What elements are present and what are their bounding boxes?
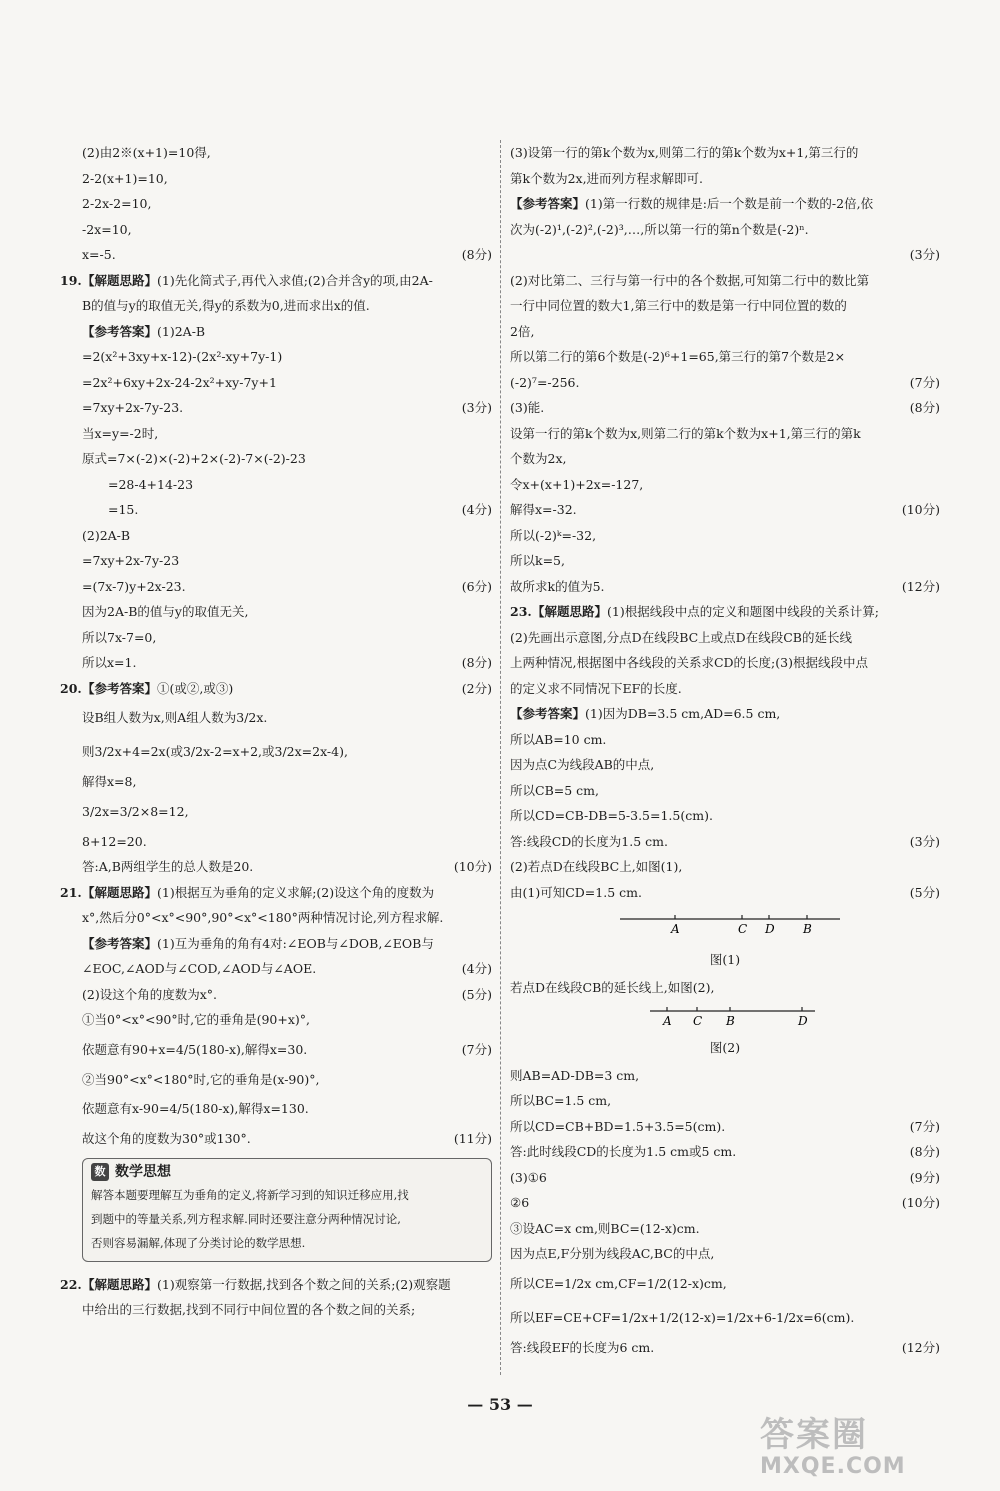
point-label: B — [726, 1013, 735, 1028]
line-text: 的定义求不同情况下EF的长度. — [510, 680, 682, 696]
figure-1-caption: 图(1) — [709, 952, 741, 967]
left-tail-lines — [60, 1272, 492, 1323]
line-text: 所以EF=CE+CF=1/2x+1/2(12-x)=1/2x+6-1/2x=6(cm). — [510, 1309, 855, 1325]
solution-line — [510, 370, 940, 396]
solution-line — [510, 1114, 940, 1140]
solution-line — [60, 905, 492, 931]
solution-line — [510, 1165, 940, 1191]
watermark-logo: 答案圈 — [760, 1415, 868, 1455]
score-label: (8分) — [909, 400, 940, 415]
line-text: (1)第一行数的规律是:后一个数是前一个数的-2倍,依 — [585, 196, 874, 211]
line-text: 依题意有x-90=4/5(180-x),解得x=130. — [82, 1101, 309, 1116]
score-label: (10分) — [901, 502, 940, 517]
solution-line — [60, 880, 492, 906]
line-text: (2)若点D在线段BC上,如图(1), — [510, 859, 683, 874]
score-label: (9分) — [909, 1169, 940, 1185]
line-text: 依题意有90+x=4/5(180-x),解得x=30. — [82, 1041, 308, 1057]
line-text: =2(x²+3xy+x-12)-(2x²-xy+7y-1) — [82, 349, 283, 364]
solution-line — [510, 574, 940, 600]
point-label: A — [663, 1013, 672, 1028]
math-thinking-line: 到题中的等量关系,列方程求解.同时还要注意分两种情况讨论, — [91, 1211, 401, 1226]
line-text: 上两种情况,根据图中各线段的关系求CD的长度;(3)根据线段中点 — [510, 655, 868, 670]
section-tag: 【参考答案】 — [82, 323, 158, 339]
figure-2-diagram — [510, 1001, 940, 1041]
score-label: (3分) — [461, 400, 492, 415]
figure-1-diagram — [510, 905, 940, 953]
solution-line — [60, 1067, 492, 1093]
line-text: 答:A,B两组学生的总人数是20. — [82, 859, 254, 874]
line-text: B的值与y的取值无关,得y的系数为0,进而求出x的值. — [82, 298, 370, 313]
question-number: 20. — [60, 680, 82, 696]
solution-line — [510, 421, 940, 447]
section-tag: 【参考答案】 — [510, 196, 586, 211]
line-text: 3/2x=3/2×8=12, — [82, 803, 189, 819]
solution-line — [510, 497, 940, 523]
line-text: 若点D在线段CB的延长线上,如图(2), — [510, 980, 715, 995]
point-label: D — [765, 922, 775, 936]
score-label: (7分) — [461, 1041, 492, 1057]
score-label: (7分) — [909, 374, 940, 390]
column-divider — [500, 140, 501, 1375]
solution-line — [510, 242, 940, 268]
solution-line — [510, 1190, 940, 1216]
line-text: (3)设第一行的第k个数为x,则第二行的第k个数为x+1,第三行的 — [510, 145, 859, 160]
section-tag: 【解题思路】 — [532, 604, 608, 619]
math-thinking-line: 解答本题要理解互为垂角的定义,将新学习到的知识迁移应用,找 — [91, 1187, 409, 1202]
line-text: 则AB=AD-DB=3 cm, — [510, 1067, 640, 1083]
line-text: 所以CD=CB-DB=5-3.5=1.5(cm). — [510, 808, 713, 823]
solution-line — [510, 293, 940, 319]
line-text: (2)先画出示意图,分点D在线段BC上或点D在线段CB的延长线 — [510, 629, 852, 645]
solution-line — [60, 548, 492, 574]
line-text: 一行中同位置的数大1,第三行中的数是第一行中同位置的数的 — [510, 298, 847, 313]
line-text: 所以7x-7=0, — [82, 629, 157, 645]
line-text: 所以k=5, — [510, 553, 565, 568]
line-text: 个数为2x, — [510, 451, 567, 466]
question-number: 22. — [60, 1276, 82, 1292]
score-label: (4分) — [461, 502, 492, 517]
line-text: 故这个角的度数为30°或130°. — [82, 1131, 251, 1146]
question-number: 19. — [60, 272, 82, 288]
watermark — [760, 1415, 970, 1485]
line-text: =15. — [108, 502, 139, 517]
solution-line — [60, 625, 492, 651]
section-tag: 【参考答案】 — [510, 706, 586, 721]
score-label: (10分) — [901, 1195, 940, 1210]
line-text: (1)互为垂角的角有4对:∠EOB与∠DOB,∠EOB与 — [157, 935, 434, 951]
question-number: 23. — [510, 604, 532, 619]
line-text: =7xy+2x-7y-23 — [82, 553, 180, 568]
solution-line — [510, 752, 940, 778]
line-text: 中给出的三行数据,找到不同行中间位置的各个数之间的关系; — [82, 1302, 416, 1317]
line-text: 所以BC=1.5 cm, — [510, 1093, 612, 1108]
solution-line — [60, 1297, 492, 1323]
solution-line — [510, 472, 940, 498]
line-text: 解得x=-32. — [510, 502, 577, 517]
solution-line — [510, 1139, 940, 1165]
page-number: — 53 — — [467, 1395, 533, 1414]
solution-line — [60, 956, 492, 982]
line-text: ∠EOC,∠AOD与∠COD,∠AOD与∠AOE. — [82, 961, 317, 976]
solution-line — [510, 1241, 940, 1267]
line-text: 所以x=1. — [82, 655, 137, 670]
line-text: 因为点C为线段AB的中点, — [510, 757, 655, 772]
section-tag: 【解题思路】 — [82, 1276, 158, 1292]
line-text: x=-5. — [82, 247, 116, 262]
line-text: (1)根据线段中点的定义和题图中线段的关系计算; — [607, 604, 879, 619]
score-label: (5分) — [461, 986, 492, 1002]
line-text: 2-2x-2=10, — [82, 196, 152, 211]
solution-line — [510, 395, 940, 421]
line-text: 所以CE=1/2x cm,CF=1/2(12-x)cm, — [510, 1275, 727, 1291]
figure-2 — [510, 1001, 940, 1063]
line-text: (1)根据互为垂角的定义求解;(2)设这个角的度数为 — [157, 884, 435, 900]
line-text: =(7x-7)y+2x-23. — [82, 578, 186, 594]
score-label: (2分) — [461, 680, 492, 696]
line-text: 所以AB=10 cm. — [510, 731, 607, 747]
solution-line — [60, 140, 492, 166]
solution-line — [510, 1088, 940, 1114]
line-text: ②6 — [510, 1195, 530, 1210]
solution-line — [60, 191, 492, 217]
solution-line — [510, 344, 940, 370]
solution-line — [60, 982, 492, 1008]
point-label: A — [671, 922, 680, 936]
line-text: =7xy+2x-7y-23. — [82, 400, 184, 415]
score-label: (5分) — [909, 884, 940, 900]
right-solution-lines-c — [510, 1063, 940, 1361]
point-label: C — [738, 922, 748, 936]
score-label: (11分) — [453, 1131, 492, 1146]
solution-line — [510, 268, 940, 294]
solution-line — [60, 735, 492, 769]
math-thinking-icon: 数 — [91, 1163, 109, 1181]
line-text: (1)因为DB=3.5 cm,AD=6.5 cm, — [585, 706, 781, 721]
solution-line — [60, 166, 492, 192]
solution-line — [60, 1033, 492, 1067]
line-text: (3)①6 — [510, 1169, 547, 1185]
line-text: 次为(-2)¹,(-2)²,(-2)³,…,所以第一行的第n个数是(-2)ⁿ. — [510, 221, 809, 237]
line-text: (1)观察第一行数据,找到各个数之间的关系;(2)观察题 — [157, 1276, 451, 1292]
solution-line — [510, 676, 940, 702]
solution-line — [510, 727, 940, 753]
solution-line — [510, 319, 940, 345]
solution-line — [510, 854, 940, 880]
line-text: 原式=7×(-2)×(-2)+2×(-2)-7×(-2)-23 — [82, 451, 306, 466]
solution-line — [510, 701, 940, 727]
solution-line — [60, 293, 492, 319]
question-number: 21. — [60, 884, 82, 900]
solution-line — [60, 795, 492, 829]
line-text: 8+12=20. — [82, 833, 147, 849]
score-label: (3分) — [909, 833, 940, 849]
solution-line — [60, 472, 492, 498]
solution-line — [510, 548, 940, 574]
line-text: x°,然后分0°<x°<90°,90°<x°<180°两种情况讨论,列方程求解. — [82, 910, 444, 925]
solution-line — [510, 1267, 940, 1301]
line-text: =2x²+6xy+2x-24-2x²+xy-7y+1 — [82, 374, 277, 390]
solution-line — [510, 1335, 940, 1361]
left-column — [60, 140, 492, 1323]
point-label: C — [693, 1013, 703, 1028]
line-text: 令x+(x+1)+2x=-127, — [510, 476, 644, 492]
solution-line — [60, 242, 492, 268]
solution-line — [510, 1216, 940, 1242]
solution-line — [510, 1301, 940, 1335]
line-text: 则3/2x+4=2x(或3/2x-2=x+2,或3/2x=2x-4), — [82, 744, 348, 759]
solution-line — [510, 625, 940, 651]
score-label: (4分) — [461, 961, 492, 976]
line-text: 因为点E,F分别为线段AC,BC的中点, — [510, 1246, 715, 1261]
watermark-url: MXQE.COM — [760, 1454, 906, 1479]
solution-line — [60, 854, 492, 880]
line-text: (1)先化简式子,再代入求值;(2)合并含y的项,由2A- — [157, 272, 433, 288]
solution-line — [510, 880, 940, 906]
math-thinking-title: 数学思想 — [115, 1163, 171, 1180]
point-label: D — [798, 1013, 808, 1028]
right-column — [510, 140, 940, 1360]
score-label: (12分) — [901, 578, 940, 594]
line-text: 第k个数为2x,进而列方程求解即可. — [510, 170, 704, 186]
section-tag: 【解题思路】 — [82, 272, 158, 288]
line-text: (2)设这个角的度数为x°. — [82, 986, 217, 1002]
line-text: 2-2(x+1)=10, — [82, 170, 168, 186]
score-label: (10分) — [453, 859, 492, 874]
line-text: 答:线段CD的长度为1.5 cm. — [510, 833, 668, 849]
line-text: 所以CB=5 cm, — [510, 782, 599, 798]
solution-line — [60, 395, 492, 421]
score-label: (12分) — [901, 1339, 940, 1355]
line-text: (3)能. — [510, 400, 545, 415]
solution-line — [510, 975, 940, 1001]
solution-line — [60, 650, 492, 676]
solution-line — [60, 370, 492, 396]
line-text: 答:线段EF的长度为6 cm. — [510, 1339, 655, 1355]
score-label: (8分) — [461, 247, 492, 262]
solution-line — [510, 1063, 940, 1089]
solution-line — [510, 803, 940, 829]
line-text: 所以CD=CB+BD=1.5+3.5=5(cm). — [510, 1118, 726, 1134]
solution-line — [510, 523, 940, 549]
solution-line — [60, 1126, 492, 1152]
line-text: 设第一行的第k个数为x,则第二行的第k个数为x+1,第三行的第k — [510, 425, 861, 441]
solution-line — [60, 421, 492, 447]
solution-line — [510, 217, 940, 243]
line-text: 答:此时线段CD的长度为1.5 cm或5 cm. — [510, 1144, 737, 1159]
section-tag: 【参考答案】 — [82, 680, 158, 696]
left-solution-lines — [60, 140, 492, 1152]
score-label: (3分) — [909, 247, 940, 262]
line-text: 解得x=8, — [82, 774, 137, 789]
score-label: (6分) — [461, 578, 492, 594]
line-text: ③设AC=x cm,则BC=(12-x)cm. — [510, 1220, 700, 1236]
solution-line — [60, 676, 492, 702]
solution-line — [60, 344, 492, 370]
line-text: 所以第二行的第6个数是(-2)⁶+1=65,第三行的第7个数是2× — [510, 349, 846, 364]
line-text: (2)2A-B — [82, 527, 131, 543]
solution-line — [510, 446, 940, 472]
line-text: (-2)⁷=-256. — [510, 374, 580, 390]
solution-line — [60, 931, 492, 957]
solution-line — [60, 446, 492, 472]
line-text: (2)对比第二、三行与第一行中的各个数据,可知第二行中的数比第 — [510, 272, 870, 288]
line-text: ①(或②,或③) — [157, 680, 234, 696]
line-text: ①当0°<x°<90°时,它的垂角是(90+x)°, — [82, 1012, 310, 1027]
solution-line — [60, 1007, 492, 1033]
solution-line — [60, 217, 492, 243]
solution-line — [60, 319, 492, 345]
solution-line — [60, 574, 492, 600]
section-tag: 【解题思路】 — [82, 884, 158, 900]
line-text: ②当90°<x°<180°时,它的垂角是(x-90)°, — [82, 1071, 320, 1087]
solution-line — [510, 191, 940, 217]
line-text: 故所求k的值为5. — [510, 578, 605, 594]
line-text: 因为2A-B的值与y的取值无关, — [82, 604, 249, 619]
line-text: 2倍, — [510, 323, 535, 339]
solution-line — [60, 268, 492, 294]
math-thinking-line: 否则容易漏解,体现了分类讨论的数学思想. — [91, 1235, 306, 1250]
solution-line — [510, 140, 940, 166]
line-text: 由(1)可知CD=1.5 cm. — [510, 884, 642, 900]
solution-line — [60, 829, 492, 855]
solution-line — [60, 523, 492, 549]
solution-line — [510, 829, 940, 855]
line-text: =28-4+14-23 — [108, 476, 194, 492]
score-label: (8分) — [909, 1144, 940, 1159]
right-solution-lines-b — [510, 975, 940, 1001]
line-text: (2)由2※(x+1)=10得, — [82, 145, 211, 160]
solution-line — [60, 701, 492, 735]
solution-line — [510, 778, 940, 804]
solution-line — [510, 599, 940, 625]
line-text: (1)2A-B — [157, 323, 206, 339]
solution-line — [510, 166, 940, 192]
right-solution-lines-a — [510, 140, 940, 905]
solution-line — [60, 1092, 492, 1126]
line-text: 所以(-2)ᵏ=-32, — [510, 527, 597, 543]
score-label: (8分) — [461, 655, 492, 670]
figure-2-caption: 图(2) — [709, 1039, 741, 1055]
solution-line — [60, 497, 492, 523]
solution-line — [60, 1272, 492, 1298]
section-tag: 【参考答案】 — [82, 935, 158, 951]
line-text: 设B组人数为x,则A组人数为3/2x. — [82, 710, 268, 725]
solution-line — [510, 650, 940, 676]
solution-line — [60, 769, 492, 795]
solution-line — [60, 599, 492, 625]
math-thinking-box — [82, 1158, 492, 1262]
point-label: B — [803, 922, 812, 936]
figure-1 — [510, 905, 940, 975]
line-text: 当x=y=-2时, — [82, 425, 159, 441]
score-label: (7分) — [909, 1118, 940, 1134]
line-text: -2x=10, — [82, 221, 132, 237]
